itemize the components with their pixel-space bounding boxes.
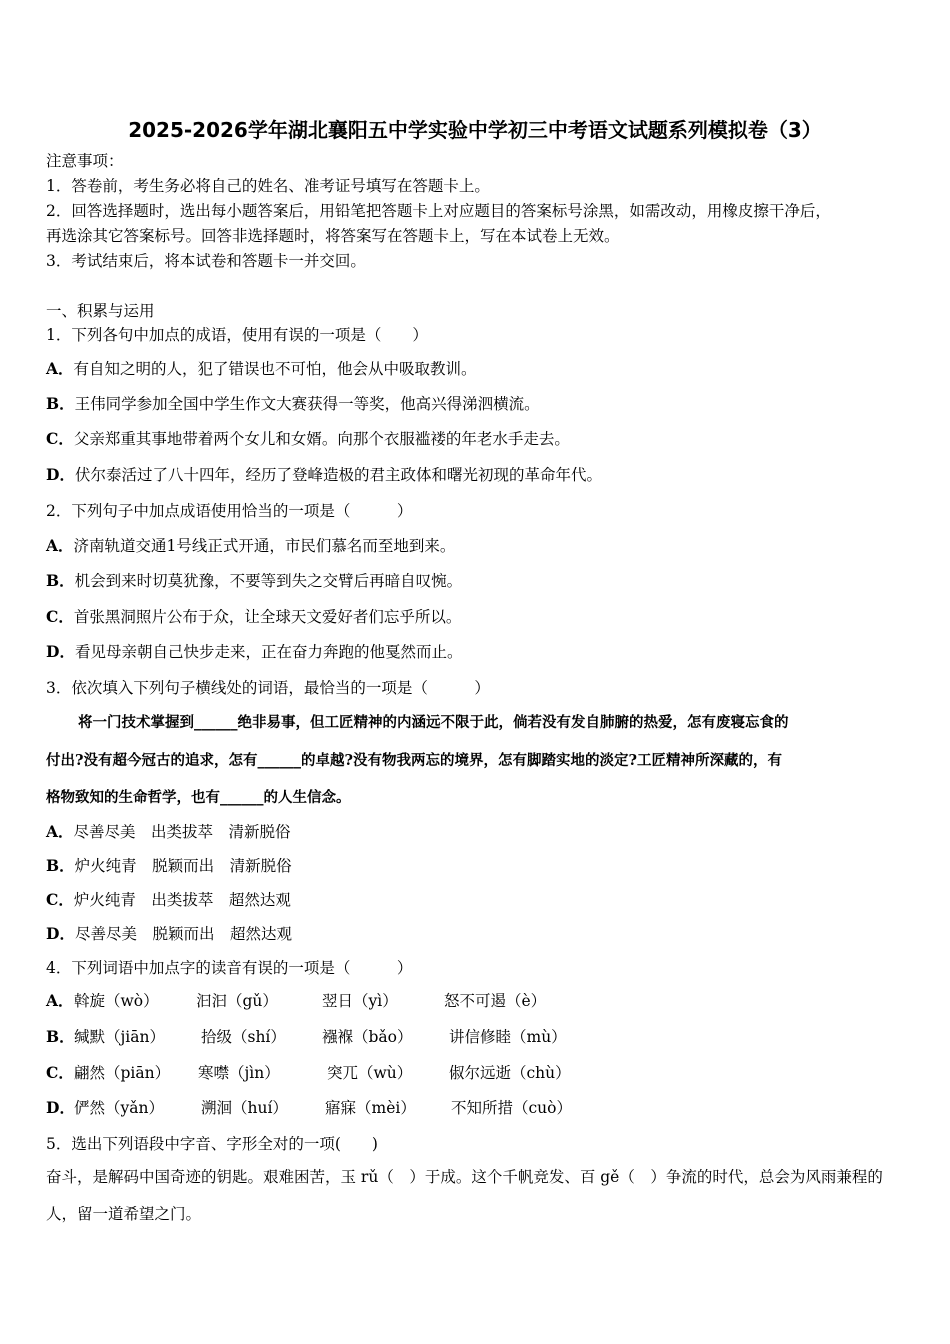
option-a (46, 359, 477, 379)
option-letter: B． (46, 571, 75, 590)
option-letter: C． (46, 1063, 74, 1082)
pinyin-item: 寒噤（jìn） (198, 1064, 280, 1082)
option-letter: A． (46, 359, 74, 378)
passage-line: 将一门技术掌握到______绝非易事，但工匠精神的内涵远不限于此，倘若没有发自肺腑的热爱，怎有废寝忘食的 (78, 714, 789, 731)
option-text: 炉火纯青 出类拔萃 超然达观 (73, 891, 291, 909)
pinyin-item: 讲信修睦（mù） (449, 1028, 567, 1046)
pinyin-item: 突兀（wù） (327, 1064, 413, 1082)
option-letter: D． (46, 465, 75, 484)
pinyin-item: 溯洄（huí） (201, 1099, 288, 1117)
notice-item: 再选涂其它答案标号。回答非选择题时，将答案写在答题卡上，写在本试卷上无效。 (46, 227, 620, 245)
option-d (46, 924, 292, 944)
option-letter: C． (46, 890, 74, 909)
question-5-passage: 奋斗，是解码中国奇迹的钥匙。艰难困苦，玉 rǔ（ ）于成。这个千帆竞发、百 gě（ ）争流的时代，总会为风雨兼程的人，留一道希望之门。 (46, 1168, 883, 1223)
pinyin-item: 怒不可遏（è） (444, 992, 547, 1010)
passage-line: 格物致知的生命哲学，也有______的人生信念。 (46, 789, 351, 806)
option-text: 炉火纯青 脱颖而出 清新脱俗 (74, 857, 292, 875)
question-4-stem: 4．下列词语中加点字的读音有误的一项是（ ） (46, 959, 413, 977)
pinyin-item: 俨然（yǎn） (74, 1099, 164, 1117)
option-text: 王伟同学参加全国中学生作文大赛获得一等奖，他高兴得涕泗横流。 (74, 395, 540, 413)
option-text: 首张黑洞照片公布于众，让全球天文爱好者们忘乎所以。 (73, 608, 462, 626)
option-letter: D． (46, 924, 75, 943)
pinyin-item: 汩汩（gǔ） (196, 992, 278, 1010)
option-letter: A． (46, 822, 74, 841)
option-a (46, 536, 455, 556)
passage-line: 付出?没有超今冠古的追求，怎有______的卓越?没有物我两忘的境界，怎有脚踏实地的淡定?工匠精神所深藏的，有 (46, 752, 782, 769)
option-letter: B． (46, 394, 75, 413)
option-letter: D． (46, 1098, 75, 1117)
option-text: 机会到来时切莫犹豫，不要等到失之交臂后再暗自叹惋。 (74, 572, 463, 590)
question-3-stem: 3．依次填入下列句子横线处的词语，最恰当的一项是（ ） (46, 679, 490, 697)
pinyin-item: 斡旋（wò） (74, 992, 159, 1010)
pinyin-item: 俶尔远逝（chù） (449, 1064, 571, 1082)
pinyin-item: 不知所措（cuò） (451, 1099, 572, 1117)
question-2-stem: 2．下列句子中加点成语使用恰当的一项是（ ） (46, 502, 413, 520)
option-text: 济南轨道交通1号线正式开通，市民们慕名而至地到来。 (73, 537, 456, 555)
option-letter: C． (46, 429, 74, 448)
option-text: 有自知之明的人，犯了错误也不可怕，他会从中吸取教训。 (73, 360, 477, 378)
option-c (46, 429, 570, 449)
option-text: 伏尔泰活过了八十四年，经历了登峰造极的君主政体和曙光初现的革命年代。 (74, 466, 602, 484)
page-title: 2025-2026学年湖北襄阳五中学实验中学初三中考语文试题系列模拟卷（3） (128, 118, 822, 142)
pinyin-item: 拾级（shí） (201, 1028, 286, 1046)
pinyin-item: 缄默（jiān） (74, 1028, 165, 1046)
option-c (46, 607, 461, 627)
section-heading: 一、积累与运用 (46, 302, 155, 320)
option-d (46, 642, 462, 662)
option-b (46, 571, 462, 591)
option-letter: A． (46, 536, 74, 555)
question-1-stem: 1．下列各句中加点的成语，使用有误的一项是（ ） (46, 326, 428, 344)
option-text: 看见母亲朝自己快步走来，正在奋力奔跑的他戛然而止。 (74, 643, 463, 661)
pinyin-item: 寤寐（mèi） (325, 1099, 416, 1117)
option-b (46, 394, 540, 414)
option-letter: D． (46, 642, 75, 661)
notice-item: 3．考试结束后，将本试卷和答题卡一并交回。 (46, 252, 366, 270)
notice-item: 1．答卷前，考生务必将自己的姓名、准考证号填写在答题卡上。 (46, 177, 490, 195)
option-b (46, 856, 292, 876)
option-a (46, 822, 291, 842)
option-letter: C． (46, 607, 74, 626)
option-text: 父亲郑重其事地带着两个女儿和女婿。向那个衣服褴褛的年老水手走去。 (73, 430, 570, 448)
notice-item: 2．回答选择题时，选出每小题答案后，用铅笔把答题卡上对应题目的答案标号涂黑，如需改动，用橡皮擦干净后， (46, 202, 831, 220)
option-c (46, 890, 291, 910)
notice-heading: 注意事项： (46, 152, 124, 170)
option-letter: B． (46, 856, 75, 875)
option-letter: B． (46, 1027, 75, 1046)
option-text: 尽善尽美 出类拔萃 清新脱俗 (73, 823, 291, 841)
question-5-stem: 5．选出下列语段中字音、字形全对的一项( ) (46, 1135, 378, 1153)
pinyin-item: 翌日（yì） (322, 992, 398, 1010)
option-d (46, 465, 602, 485)
pinyin-item: 襁褓（bǎo） (322, 1028, 413, 1046)
pinyin-item: 翩然（piān） (74, 1064, 171, 1082)
option-text: 尽善尽美 脱颖而出 超然达观 (74, 925, 292, 943)
option-letter: A． (46, 991, 74, 1010)
